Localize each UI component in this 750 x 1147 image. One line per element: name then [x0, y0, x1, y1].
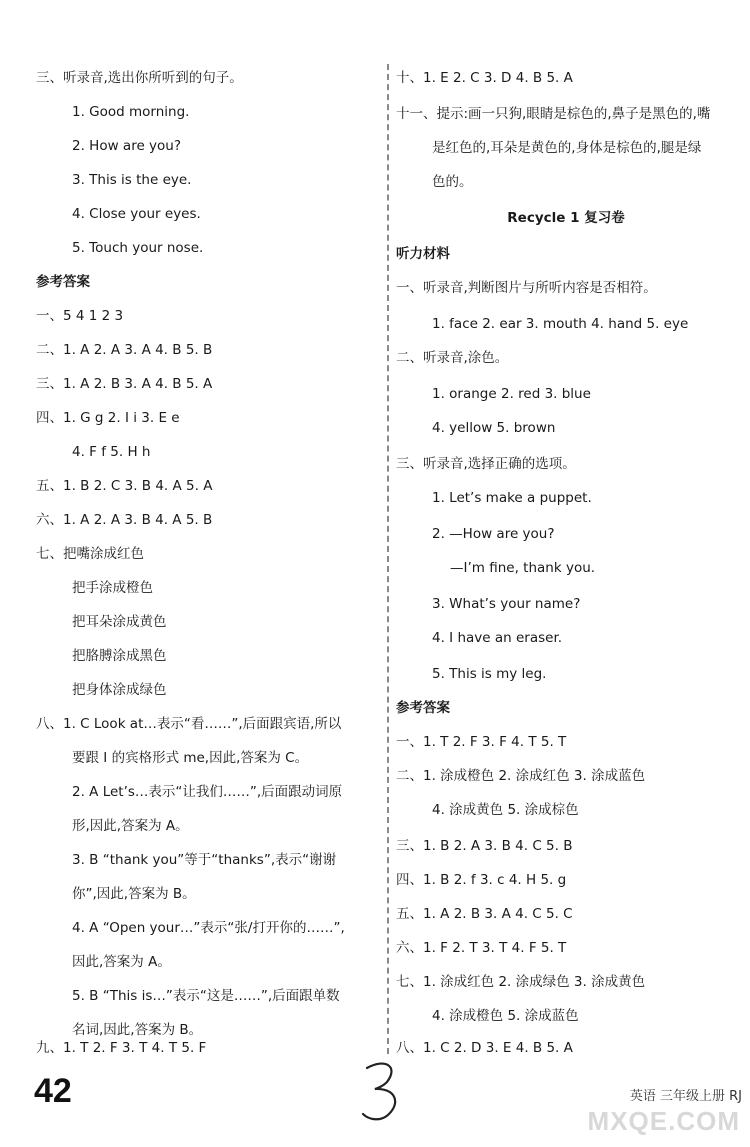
answer-line: 六、1. A 2. A 3. B 4. A 5. B — [36, 512, 213, 528]
hint-text: 色的。 — [432, 174, 473, 190]
answer-explanation: 5. B “This is…”表示“这是……”,后面跟单数 — [72, 988, 340, 1004]
listening-material-heading: 听力材料 — [396, 246, 450, 262]
listening-sentence: 1. Good morning. — [72, 104, 190, 120]
listening-sentence: 4. Close your eyes. — [72, 206, 201, 222]
answer-line: 一、5 4 1 2 3 — [36, 308, 124, 324]
listening-words: 4. yellow 5. brown — [432, 420, 556, 436]
answer-line: 把身体涂成绿色 — [72, 682, 167, 698]
answer-key-heading: 参考答案 — [396, 700, 450, 716]
listening-sentence: 2. —How are you? — [432, 526, 555, 542]
answer-line: 五、1. A 2. B 3. A 4. C 5. C — [396, 906, 573, 922]
answer-line: 二、1. 涂成橙色 2. 涂成红色 3. 涂成蓝色 — [396, 768, 646, 784]
section-heading: 三、听录音,选出你所听到的句子。 — [36, 70, 243, 86]
answer-explanation: 你”,因此,答案为 B。 — [72, 886, 196, 902]
answer-line: 4. 涂成黄色 5. 涂成棕色 — [432, 802, 579, 818]
section-heading: 二、听录音,涂色。 — [396, 350, 509, 366]
answer-explanation: 因此,答案为 A。 — [72, 954, 171, 970]
answer-explanation: 形,因此,答案为 A。 — [72, 818, 189, 834]
answer-explanation: 3. B “thank you”等于“thanks”,表示“谢谢 — [72, 852, 337, 868]
answer-line: 把耳朵涂成黄色 — [72, 614, 167, 630]
listening-sentence: 5. This is my leg. — [432, 666, 547, 682]
listening-sentence: —I’m fine, thank you. — [450, 560, 596, 576]
hint-text: 是红色的,耳朵是黄色的,身体是棕色的,腿是绿 — [432, 140, 702, 156]
listening-words: 1. face 2. ear 3. mouth 4. hand 5. eye — [432, 316, 689, 332]
answer-line: 一、1. T 2. F 3. F 4. T 5. T — [396, 734, 567, 750]
listening-sentence: 2. How are you? — [72, 138, 182, 154]
answer-explanation: 要跟 I 的宾格形式 me,因此,答案为 C。 — [72, 750, 309, 766]
answer-key-heading: 参考答案 — [36, 274, 90, 290]
answer-line: 七、1. 涂成红色 2. 涂成绿色 3. 涂成黄色 — [396, 974, 646, 990]
listening-words: 1. orange 2. red 3. blue — [432, 386, 591, 402]
answer-line: 二、1. A 2. A 3. A 4. B 5. B — [36, 342, 213, 358]
answer-line: 把胳膊涂成黑色 — [72, 648, 167, 664]
section-title: Recycle 1 复习卷 — [507, 210, 625, 226]
answer-line: 五、1. B 2. C 3. B 4. A 5. A — [36, 478, 213, 494]
answer-line: 4. F f 5. H h — [72, 444, 151, 460]
answer-line: 4. 涂成橙色 5. 涂成蓝色 — [432, 1008, 579, 1024]
book-label: 英语 三年级上册 RJ — [629, 1089, 742, 1104]
section-heading: 一、听录音,判断图片与所听内容是否相符。 — [396, 280, 657, 296]
column-divider — [387, 64, 389, 1054]
listening-sentence: 5. Touch your nose. — [72, 240, 204, 256]
section-heading: 三、听录音,选择正确的选项。 — [396, 456, 576, 472]
answer-line: 四、1. G g 2. I i 3. E e — [36, 410, 180, 426]
page-number: 42 — [34, 1072, 72, 1110]
listening-sentence: 3. What’s your name? — [432, 596, 581, 612]
answer-line: 十、1. E 2. C 3. D 4. B 5. A — [396, 70, 573, 86]
hint-text: 十一、提示:画一只狗,眼睛是棕色的,鼻子是黑色的,嘴 — [396, 106, 711, 122]
answer-explanation: 名词,因此,答案为 B。 — [72, 1022, 203, 1038]
answer-explanation: 八、1. C Look at…表示“看……”,后面跟宾语,所以 — [36, 716, 342, 732]
answer-line: 七、把嘴涂成红色 — [36, 546, 144, 562]
answer-explanation: 4. A “Open your…”表示“张/打开你的……”, — [72, 920, 345, 936]
answer-line: 六、1. F 2. T 3. T 4. F 5. T — [396, 940, 567, 956]
listening-sentence: 3. This is the eye. — [72, 172, 192, 188]
watermark: MXQE.COM — [587, 1106, 740, 1136]
answer-line: 三、1. A 2. B 3. A 4. B 5. A — [36, 376, 213, 392]
answer-line: 八、1. C 2. D 3. E 4. B 5. A — [396, 1040, 573, 1056]
answer-explanation: 2. A Let’s…表示“让我们……”,后面跟动词原 — [72, 784, 343, 800]
answer-line: 四、1. B 2. f 3. c 4. H 5. g — [396, 872, 567, 888]
answer-line: 九、1. T 2. F 3. T 4. T 5. F — [36, 1040, 207, 1056]
listening-sentence: 1. Let’s make a puppet. — [432, 490, 592, 506]
listening-sentence: 4. I have an eraser. — [432, 630, 563, 646]
handwritten-mark — [355, 1058, 415, 1128]
answer-line: 把手涂成橙色 — [72, 580, 153, 596]
answer-line: 三、1. B 2. A 3. B 4. C 5. B — [396, 838, 573, 854]
